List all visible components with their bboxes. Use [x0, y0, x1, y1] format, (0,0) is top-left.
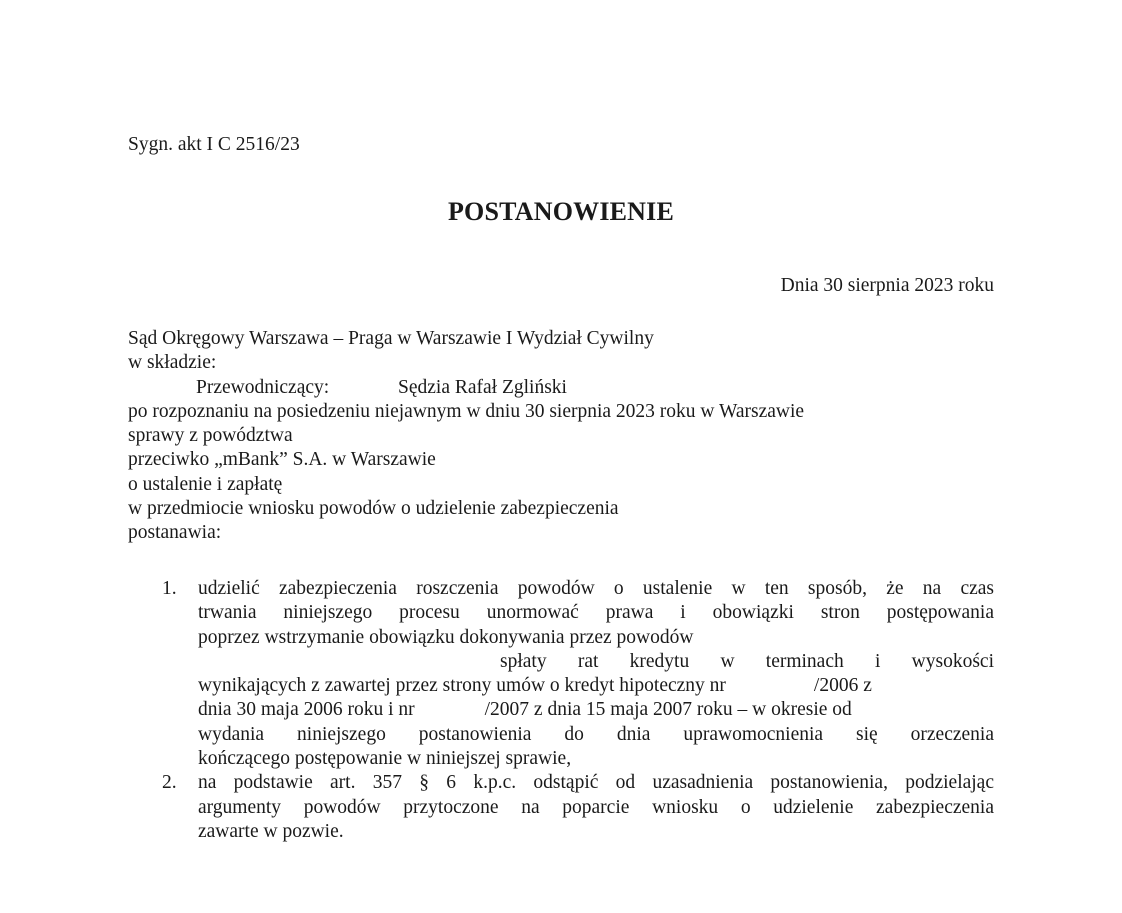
item-line: na podstawie art. 357 § 6 k.p.c. odstąpić od uzasadnienia postanowienia, podzielając: [198, 772, 994, 794]
decision-list: [128, 577, 994, 844]
defendant-line: przeciwko „mBank” S.A. w Warszawie: [128, 449, 436, 471]
item-line: argumenty powodów przytoczone na poparcie wniosku o udzielenie zabezpieczenia: [198, 796, 994, 818]
presiding-judge: Sędzia Rafał Zgliński: [398, 376, 567, 398]
date-line: Dnia 30 sierpnia 2023 roku: [780, 275, 994, 296]
item-text: wynikających z zawartej przez strony umów o kredyt hipoteczny nr: [198, 675, 726, 697]
presiding-role: Przewodniczący:: [196, 376, 330, 398]
decides-line: postanawia:: [128, 522, 222, 544]
item-line: poprzez wstrzymanie obowiązku dokonywania przez powodów: [198, 626, 694, 648]
case-type-line: sprawy z powództwa: [128, 425, 293, 447]
composition-label: w składzie:: [128, 352, 217, 374]
item-line: udzielić zabezpieczenia roszczenia powodów o ustalenie w ten sposób, że na czas: [198, 578, 994, 599]
item-line-split: [198, 674, 994, 698]
item-line: trwania niniejszego procesu unormować prawa i obowiązki stron postępowania: [198, 602, 994, 624]
item-line: zawarte w pozwie.: [198, 820, 344, 842]
item-line: spłaty rat kredytu w terminach i wysokości: [500, 650, 994, 672]
item-line-split: [198, 698, 994, 722]
intro-block: [128, 327, 1008, 546]
item-number: 2.: [162, 772, 177, 794]
item-number: 1.: [162, 578, 177, 599]
item-text: dnia 30 maja 2006 roku i nr: [198, 699, 415, 721]
item-line: wydania niniejszego postanowienia do dnia uprawomocnienia się orzeczenia: [198, 723, 994, 745]
decision-item-1: [128, 577, 994, 771]
decision-item-2: [128, 771, 994, 844]
subject-line: o ustalenie i zapłatę: [128, 473, 283, 495]
hearing-line: po rozpoznaniu na posiedzeniu niejawnym w dniu 30 sierpnia 2023 roku w Warszawie: [128, 400, 805, 422]
document-title: POSTANOWIENIE: [447, 197, 675, 226]
court-name: Sąd Okręgowy Warszawa – Praga w Warszawie I Wydział Cywilny: [128, 328, 654, 349]
motion-line: w przedmiocie wniosku powodów o udzielenie zabezpieczenia: [128, 498, 619, 520]
case-number: Sygn. akt I C 2516/23: [128, 134, 300, 155]
item-text: /2007 z dnia 15 maja 2007 roku – w okresie od: [484, 699, 852, 721]
item-text: /2006 z: [813, 675, 872, 697]
item-line: kończącego postępowanie w niniejszej sprawie,: [198, 748, 572, 770]
presiding-line: [128, 376, 1008, 400]
